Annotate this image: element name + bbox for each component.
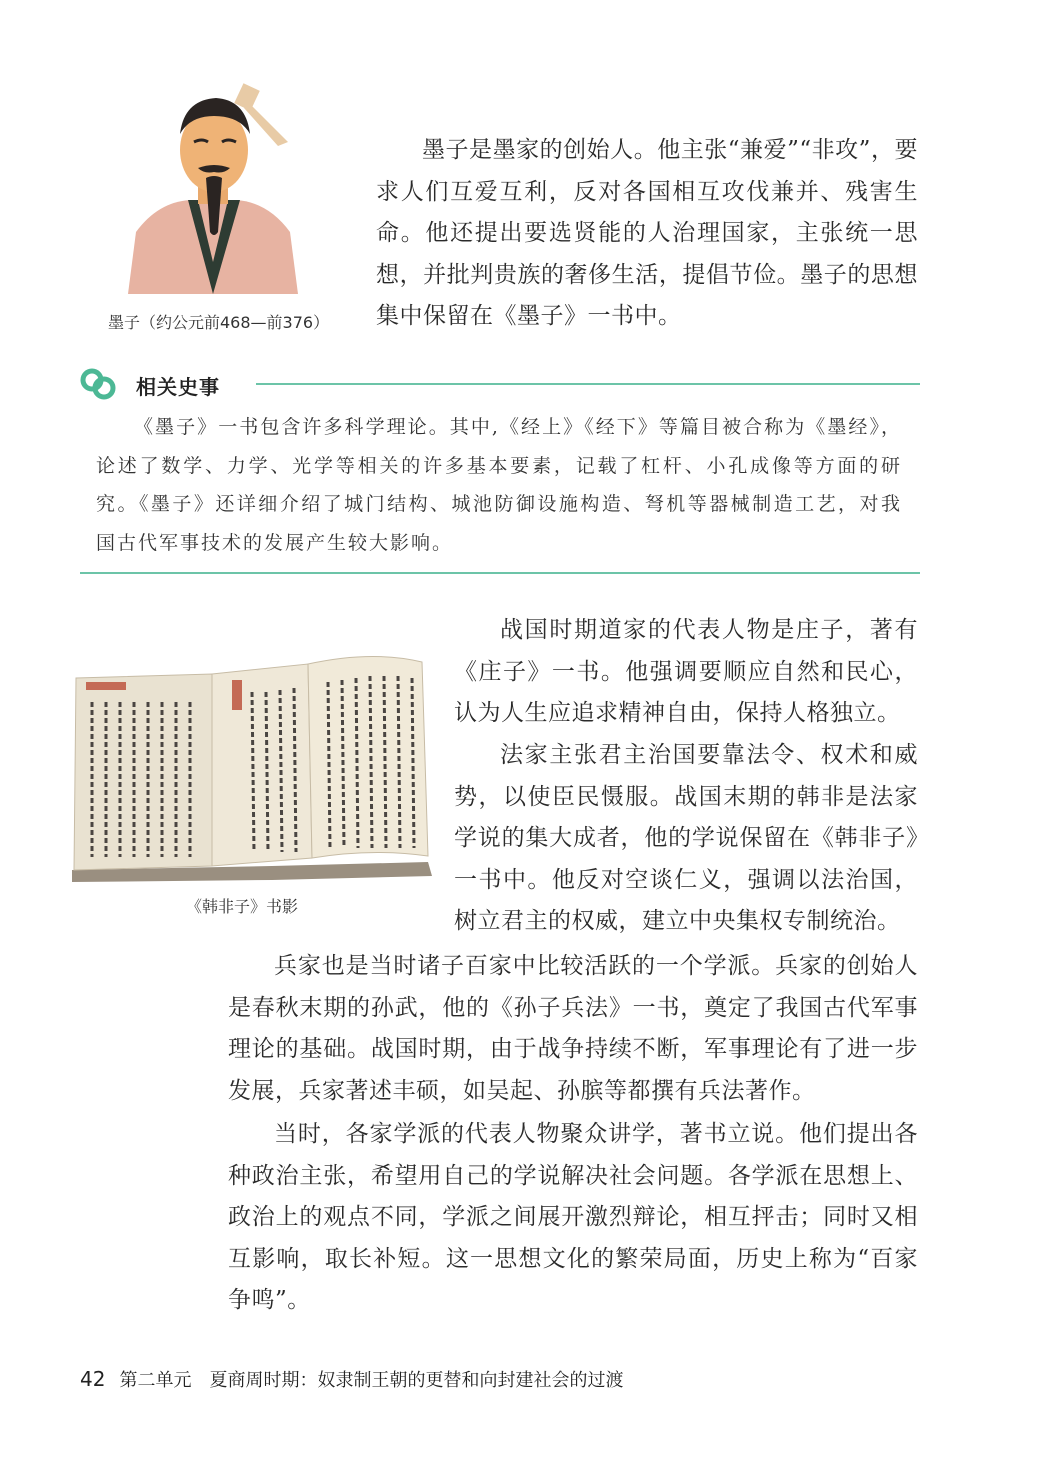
- hundred-schools-paragraph: 当时，各家学派的代表人物聚众讲学，著书立说。他们提出各种政治主张，希望用自己的学说解决社会问题。各学派在思想上、政治上的观点不同，学派之间展开激烈辩论，相互抨击；同时又相互影响，取长补短。这一思想文化的繁荣局面，历史上称为“百家争鸣”。: [228, 1121, 918, 1313]
- mozi-portrait: [128, 82, 298, 294]
- mozi-paragraph: 墨子是墨家的创始人。他主张“兼爱”“非攻”，要求人们互爱互利，反对各国相互攻伐兼并、残害生命。他还提出要选贤能的人治理国家，主张统一思想，并批判贵族的奢侈生活，提倡节俭。墨子的思想集中保留在《墨子》一书中。: [376, 137, 918, 329]
- mozi-caption: 墨子（约公元前468—前376）: [108, 313, 330, 332]
- related-history-text: 《墨子》一书包含许多科学理论。其中,《经上》《经下》等篇目被合称为《墨经》，论述了数学、力学、光学等相关的许多基本要素，记载了杠杆、小孔成像等方面的研究。《墨子》还详细介绍了城门结构、城池防御设施构造、弩机等器械制造工艺，对我国古代军事技术的发展产生较大影响。: [96, 416, 902, 554]
- related-history-header: [80, 364, 920, 404]
- page-footer: [80, 1366, 623, 1392]
- page-number: 42: [80, 1367, 106, 1391]
- hanfeizi-caption: 《韩非子》书影: [186, 897, 299, 916]
- unit-label: 第二单元: [119, 1370, 192, 1391]
- legalist-paragraph: 法家主张君主治国要靠法令、权术和威势，以使臣民慑服。战国末期的韩非是法家学说的集大成者，他的学说保留在《韩非子》一书中。他反对空谈仁义，强调以法治国，树立君主的权威，建立中央集权专制统治。: [454, 742, 918, 934]
- related-divider-top: [256, 383, 920, 385]
- unit-title: 夏商周时期：奴隶制王朝的更替和向封建社会的过渡: [209, 1370, 624, 1391]
- related-history-icon: [80, 366, 116, 402]
- zhuangzi-paragraph: 战国时期道家的代表人物是庄子，著有《庄子》一书。他强调要顺应自然和民心，认为人生应追求精神自由，保持人格独立。: [454, 617, 918, 726]
- hanfeizi-book-image: [72, 652, 432, 882]
- related-history-title: 相关史事: [136, 375, 220, 399]
- related-divider-bottom: [80, 572, 920, 574]
- military-paragraph: 兵家也是当时诸子百家中比较活跃的一个学派。兵家的创始人是春秋末期的孙武，他的《孙子兵法》一书，奠定了我国古代军事理论的基础。战国时期，由于战争持续不断，军事理论有了进一步发展，兵家著述丰硕，如吴起、孙膑等都撰有兵法著作。: [228, 953, 918, 1104]
